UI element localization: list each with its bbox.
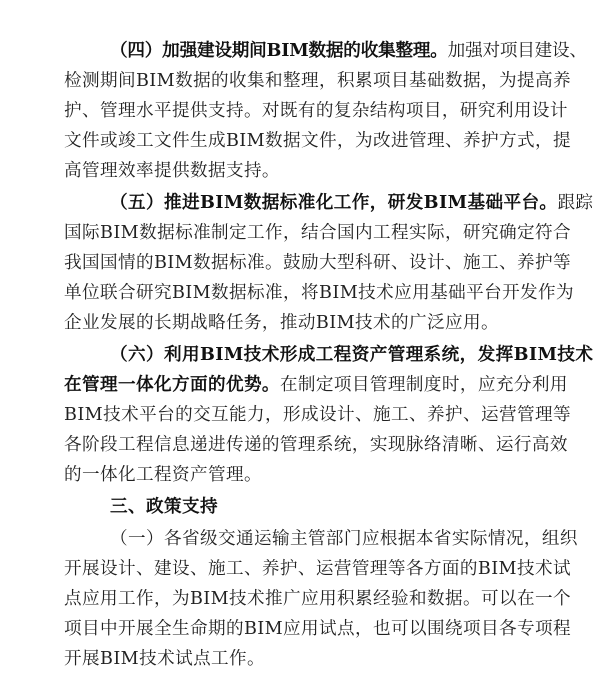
policy-1-line-5: 开展BIM技术试点工作。 — [64, 649, 266, 669]
para-4-heading: （四）加强建设期间BIM数据的收集整理。 — [110, 40, 448, 61]
policy-1-line-4: 项目中开展全生命期的BIM应用试点，也可以围绕项目各专项程 — [64, 619, 571, 639]
section-heading: 三、政策支持 — [110, 497, 218, 517]
para-4-line-4: 文件或竣工文件生成BIM数据文件，为改进管理、养护方式，提 — [64, 131, 571, 151]
para-6-line-1 — [110, 340, 593, 370]
para-6-line-2 — [64, 370, 568, 400]
para-6-heading-cont: 在管理一体化方面的优势。 — [64, 374, 280, 395]
para-6-heading: （六）利用BIM技术形成工程资产管理系统，发挥BIM技术 — [110, 344, 593, 365]
para-4-line-2: 检测期间BIM数据的收集和整理，积累项目基础数据，为提高养 — [64, 71, 571, 91]
para-5-line-1 — [110, 188, 593, 218]
policy-1-line-3: 点应用工作，为BIM技术推广应用积累经验和数据。可以在一个 — [64, 589, 571, 609]
para-6-line-2-text: 在制定项目管理制度时，应充分利用 — [279, 375, 568, 395]
para-6-line-3: BIM技术平台的交互能力，形成设计、施工、养护、运营管理等 — [64, 405, 571, 425]
para-5-line-5: 企业发展的长期战略任务，推动BIM技术的广泛应用。 — [64, 313, 499, 333]
para-5-line-4: 单位联合研究BIM数据标准，将BIM技术应用基础平台开发作为 — [64, 283, 575, 303]
policy-1-line-2: 开展设计、建设、施工、养护、运营管理等各方面的BIM技术试 — [64, 559, 571, 579]
para-4-line-5: 高管理效率提供数据支持。 — [64, 161, 280, 181]
para-5-line-1-text: 跟踪 — [557, 193, 593, 213]
para-4-line-3: 护、管理水平提供支持。对既有的复杂结构项目，研究利用设计 — [64, 101, 568, 121]
para-6-line-5: 的一体化工程资产管理。 — [64, 465, 262, 485]
para-6-line-4: 各阶段工程信息递进传递的管理系统，实现脉络清晰、运行高效 — [64, 435, 568, 455]
policy-1-line-1: （一）各省级交通运输主管部门应根据本省实际情况，组织 — [110, 529, 578, 549]
para-4-line-1 — [110, 36, 587, 66]
para-5-line-2: 国际BIM数据标准制定工作，结合国内工程实际，研究确定符合 — [64, 223, 571, 243]
para-5-heading: （五）推进BIM数据标准化工作，研发BIM基础平台。 — [110, 192, 558, 213]
para-4-line-1-text: 加强对项目建设、 — [447, 41, 587, 61]
para-5-line-3: 我国国情的BIM数据标准。鼓励大型科研、设计、施工、养护等 — [64, 253, 571, 273]
